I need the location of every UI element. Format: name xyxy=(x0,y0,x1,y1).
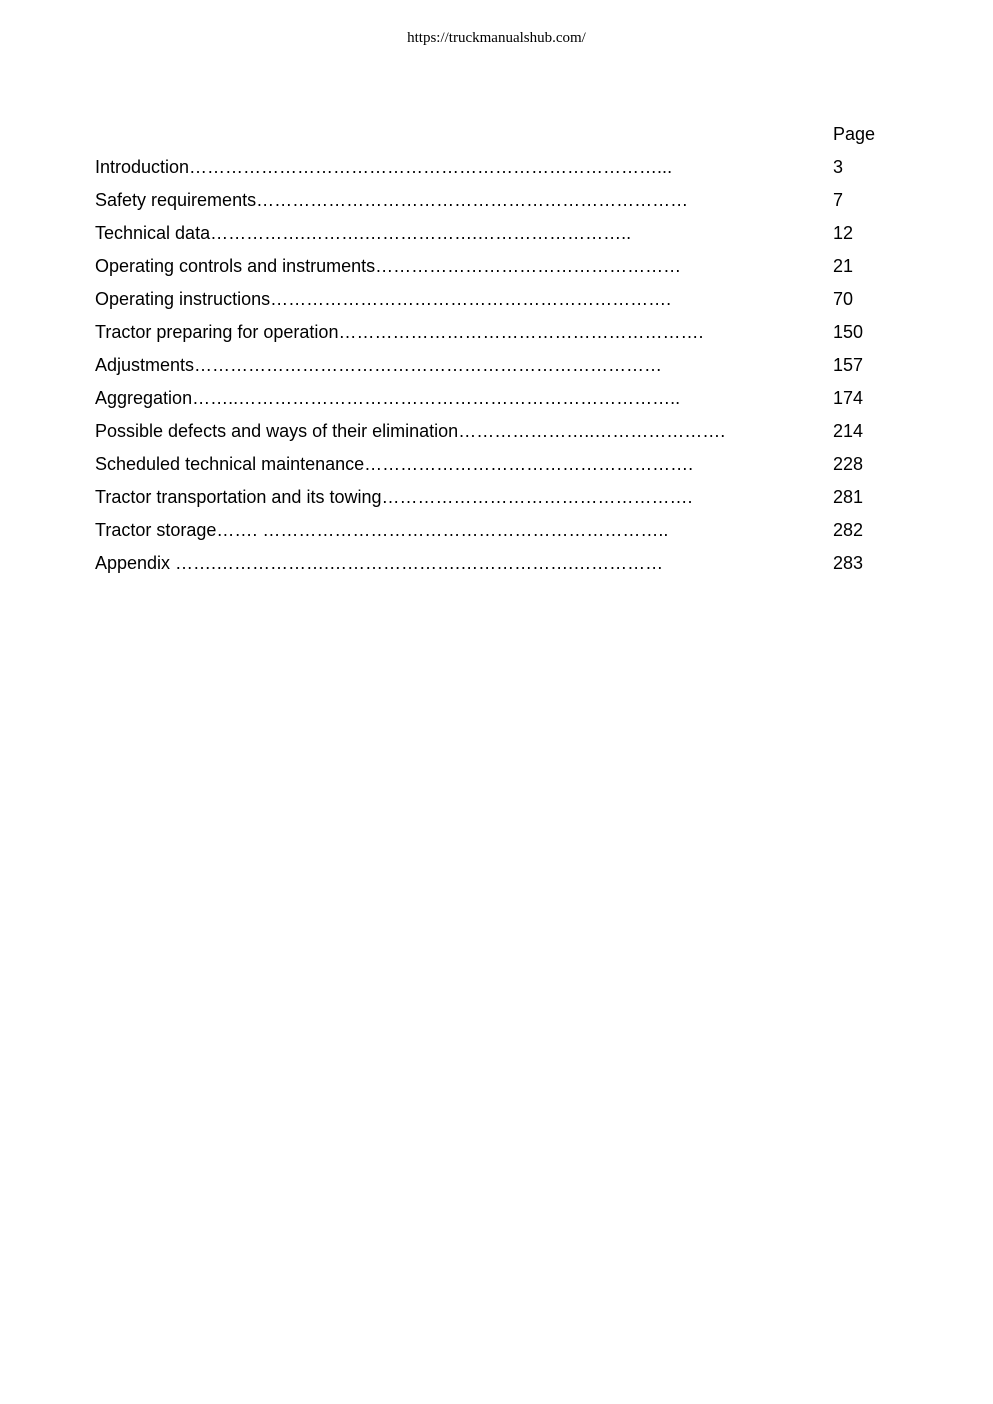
toc-entry[interactable] xyxy=(95,253,915,286)
toc-entry[interactable] xyxy=(95,286,915,319)
toc-entry-title: Tractor transportation and its towing……………………………………………. xyxy=(95,487,693,507)
toc-entry-title: Adjustments…………………………………………………………………… xyxy=(95,355,663,375)
toc-entry-page: 150 xyxy=(833,322,864,342)
toc-entry[interactable] xyxy=(95,154,915,187)
toc-entry[interactable] xyxy=(95,352,915,385)
toc-entry-page: 282 xyxy=(833,520,864,540)
toc-entry[interactable] xyxy=(95,517,915,550)
toc-entry-page: 228 xyxy=(833,454,864,474)
toc-entry-title: Possible defects and ways of their elimination…………………..…………………. xyxy=(95,421,726,441)
toc-entry[interactable] xyxy=(95,451,915,484)
toc-entry[interactable] xyxy=(95,550,915,583)
toc-entry-title: Operating instructions…………………………………………………………. xyxy=(95,289,672,309)
toc-entry-page: 3 xyxy=(833,157,844,177)
toc-entry-page: 281 xyxy=(833,487,864,507)
toc-entry-title: Operating controls and instruments…………………………………………… xyxy=(95,256,682,276)
table-of-contents xyxy=(95,121,915,583)
toc-entry[interactable] xyxy=(95,319,915,352)
toc-entry-title: Appendix …….……………….………………….……………….…………… xyxy=(95,553,664,573)
toc-entry[interactable] xyxy=(95,484,915,517)
page-column-heading: Page xyxy=(833,124,876,144)
toc-entry-title: Safety requirements……………………………………………………………… xyxy=(95,190,689,210)
toc-entry-page: 283 xyxy=(833,553,864,573)
toc-entry-page: 174 xyxy=(833,388,864,408)
toc-entry-title: Technical data…………….……….……………….…………………….. xyxy=(95,223,632,243)
toc-entry[interactable] xyxy=(95,187,915,220)
toc-entry[interactable] xyxy=(95,418,915,451)
toc-entry-page: 157 xyxy=(833,355,864,375)
toc-entry-title: Introduction……………………………………………………………………... xyxy=(95,157,673,177)
toc-entry-title: Aggregation……..……………………………………………………………….. xyxy=(95,388,681,408)
toc-entry-page: 12 xyxy=(833,223,854,243)
toc-entry-page: 21 xyxy=(833,256,854,276)
toc-page-heading-row xyxy=(95,121,915,154)
header-url[interactable]: https://truckmanualshub.com/ xyxy=(407,30,586,46)
toc-entry-title: Scheduled technical maintenance………………………………………………. xyxy=(95,454,694,474)
toc-entry[interactable] xyxy=(95,220,915,253)
toc-entry[interactable] xyxy=(95,385,915,418)
toc-entry-title: Tractor preparing for operation……………………………………………………. xyxy=(95,322,704,342)
toc-entry-title: Tractor storage……. ………………………………………………………….. xyxy=(95,520,669,540)
toc-entry-page: 214 xyxy=(833,421,864,441)
toc-entry-page: 70 xyxy=(833,289,854,309)
toc-entry-page: 7 xyxy=(833,190,844,210)
